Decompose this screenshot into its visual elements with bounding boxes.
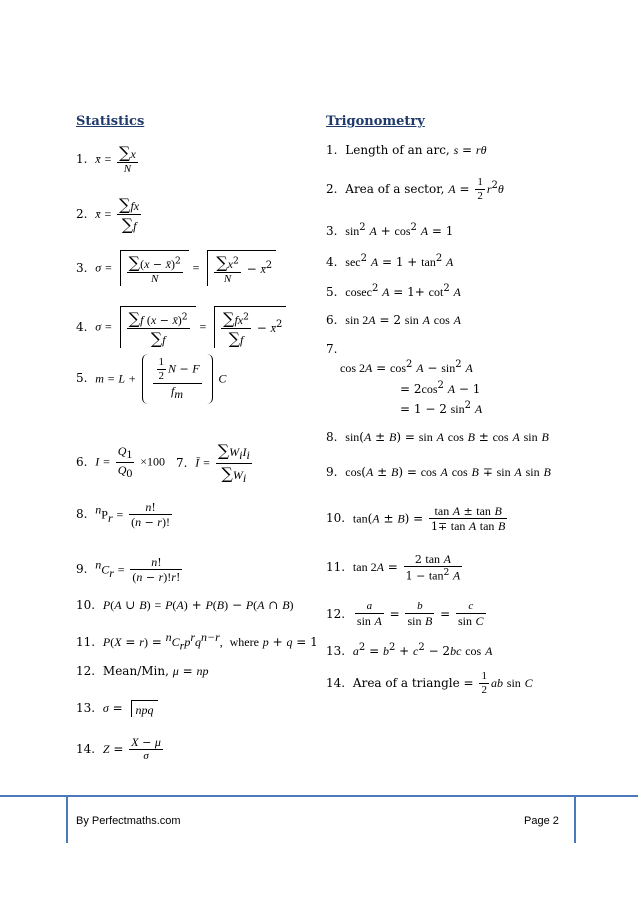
stat-formula-12: 12. Mean/Min, μ = np [76,664,209,678]
stat-formula-11: 11. $P(X = r) = ^nC_rp^rq^{n-r}$, where p + q = 1 [76,630,318,653]
trig-formula-7-line-1: $\cos 2A = \cos^2 A - \sin^2 A$ [340,359,473,375]
stat-formula-10: 10. P(A ∪ B) = P(A) + P(B) − P(A ∩ B) [76,598,294,612]
page-number: Page 2 [524,815,559,827]
trig-formula-8: 8. sin(A ± B) = sin A cos B ± cos A sin B [326,430,549,444]
trig-formula-7-line-3: = 1 − 2 $\sin^2 A$ [400,400,483,416]
stat-formula-14: 14. Z = $\frac{X - \mu}{\sigma}$ [76,735,161,763]
stat-formula-13: 13. σ = npq [76,700,158,717]
stat-formula-5: 5. m = L + $\frac{1}{2}$ N − F $f_m$ C [76,354,226,404]
statistics-heading: Statistics [76,114,145,129]
trig-formula-13: 13. $a^2 = b^2 + c^2 - 2bc$ cos A [326,642,493,658]
trig-formula-10: 10. tan(A ± B) = $\frac{\text{tan A ± tan B}}{\text{1∓ tan A tan B}}$ [326,504,506,534]
trig-formula-2: 2. Area of a sector, A = $\frac{1}{2}$ $r^2\theta$ [326,176,504,203]
trig-formula-9: 9. cos(A ± B) = cos A cos B ∓ sin A sin B [326,465,551,479]
stat-formula-2: 2. x̄ = $\frac{\sum fx}{\sum f}$ [76,195,140,235]
trig-formula-12: 12. $\frac{a}{\text{sin A}}$ = $\frac{b}{\text{sin B}}$ = $\frac{c}{\text{sin C}}$ [326,600,484,629]
trig-formula-5: 5. cosec$^2$ $A = 1+ \cot^2 A$ [326,283,461,299]
footer-source: By Perfectmaths.com [76,815,181,827]
trig-formula-11: 11. tan 2A = $\frac{\text{2 tan A}}{1 - \tan^2 A}$ [326,552,461,584]
stat-formula-9: 9. $^nC_r$ = $\frac{n!}{(n - r)!r!}$ [76,555,181,585]
trigonometry-heading: Trigonometry [326,114,425,129]
stat-formula-8: 8. $^nP_r$ = $\frac{n!}{(n - r)!}$ [76,500,170,530]
trig-formula-6: 6. sin 2A = 2 sin A cos A [326,313,461,327]
trig-formula-1: 1. Length of an arc, s = rθ [326,143,487,157]
stat-formula-7: 7. Ī = $\frac{\sum W_iI_i}{\sum W_i}$ [176,441,250,485]
trig-formula-4: 4. $\sec^2 A = 1 + \tan^2 A$ [326,253,454,269]
trig-formula-7-number: 7. [326,342,338,356]
stat-formula-1: 1. x̄ = $\frac{\sum x}{N}$ [76,143,136,176]
stat-formula-6: 6. I = $\frac{Q_1}{Q_0}$ ×100 [76,444,165,480]
stat-formula-4: 4. σ = $\frac{\sum f (x - x̄)^2}{\sum f}$ = $\frac{\sum fx^2}{\sum f}$ − x̄$^2$ [76,306,286,348]
trig-formula-7-line-2: = $2\cos^2$ A − 1 [400,380,481,396]
trig-formula-3: 3. $\sin^2 A + \cos^2 A = 1$ [326,222,454,238]
trig-formula-14: 14. Area of a triangle = $\frac{1}{2}$ ab sin C [326,670,533,697]
stat-formula-3: 3. σ = $\frac{\sum(x - x̄)^2}{N}$ = $\frac{\sum x^2}{N}$ − x̄$^2$ [76,250,276,286]
